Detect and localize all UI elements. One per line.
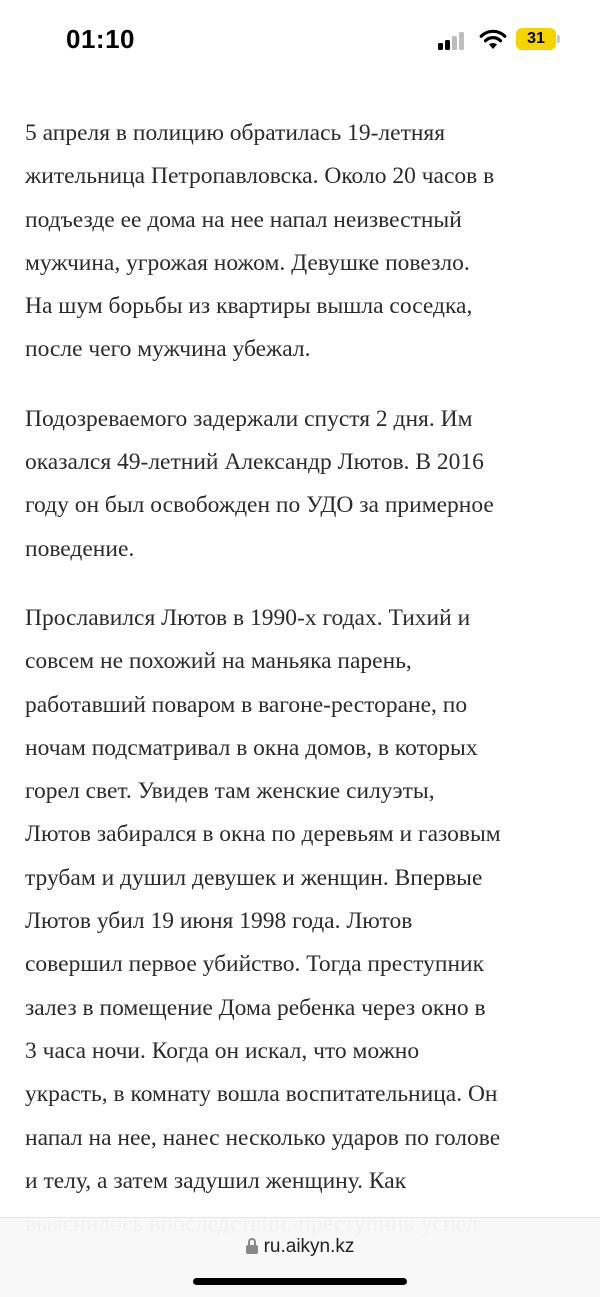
address-bar[interactable] [0, 1236, 600, 1258]
article-line: жительница Петропавловска. Около 20 часов в [25, 163, 495, 190]
article-line: залез в помещение Дома ребенка через окно в [25, 994, 486, 1021]
article-paragraph [25, 597, 585, 1246]
article-line: совсем не похожий на маньяка парень, [25, 648, 412, 675]
cellular-signal-icon [438, 32, 468, 50]
article-line: оказался 49-летний Александр Лютов. В 2016 [25, 449, 484, 476]
article-line: На шум борьбы из квартиры вышла соседка, [25, 293, 473, 320]
wifi-icon [478, 27, 508, 51]
article-line: Прославился Лютов в 1990-х годах. Тихий и [25, 604, 471, 631]
battery-level: 31 [527, 30, 545, 47]
article-line: ночам подсматривал в окна домов, в которых [25, 734, 478, 761]
article-line: поведение. [25, 535, 135, 562]
article-paragraph [25, 112, 585, 372]
article-line: подъезде ее дома на нее напал неизвестный [25, 206, 462, 233]
article-line: Лютов убил 19 июня 1998 года. Лютов [25, 908, 413, 935]
url-text[interactable]: ru.aikyn.kz [263, 1236, 355, 1257]
article-line: Лютов забирался в окна по деревьям и газовым [25, 821, 501, 848]
article-line: Подозреваемого задержали спустя 2 дня. Им [25, 405, 473, 432]
article-line: после чего мужчина убежал. [25, 336, 311, 363]
status-bar [0, 0, 600, 80]
battery-icon [516, 28, 560, 50]
article-line: украсть, в комнату вошла воспитательница. Он [25, 1081, 498, 1108]
article-line: совершил первое убийство. Тогда преступник [25, 951, 485, 978]
article-line: 3 часа ночи. Когда он искал, что можно [25, 1037, 420, 1064]
battery-cap [557, 35, 560, 43]
article-body [25, 112, 585, 1272]
home-indicator[interactable] [193, 1278, 407, 1285]
article-line: горел свет. Увидев там женские силуэты, [25, 778, 435, 805]
article-line: трубам и душил девушек и женщин. Впервые [25, 864, 483, 891]
status-time: 01:10 [66, 24, 135, 54]
article-line: году он был освобожден по УДО за примерное [25, 492, 494, 519]
article-line: мужчина, угрожая ножом. Девушке повезло. [25, 249, 470, 276]
article-line: напал на нее, нанес несколько ударов по голове [25, 1124, 501, 1151]
article-paragraph [25, 398, 585, 571]
article-line: 5 апреля в полицию обратилась 19-летняя [25, 120, 446, 146]
article-line: и телу, а затем задушил женщину. Как [25, 1167, 407, 1194]
lock-icon [246, 1238, 258, 1254]
article-line: работавший поваром в вагоне-ресторане, по [25, 691, 468, 718]
browser-bottom-bar [0, 1217, 600, 1297]
